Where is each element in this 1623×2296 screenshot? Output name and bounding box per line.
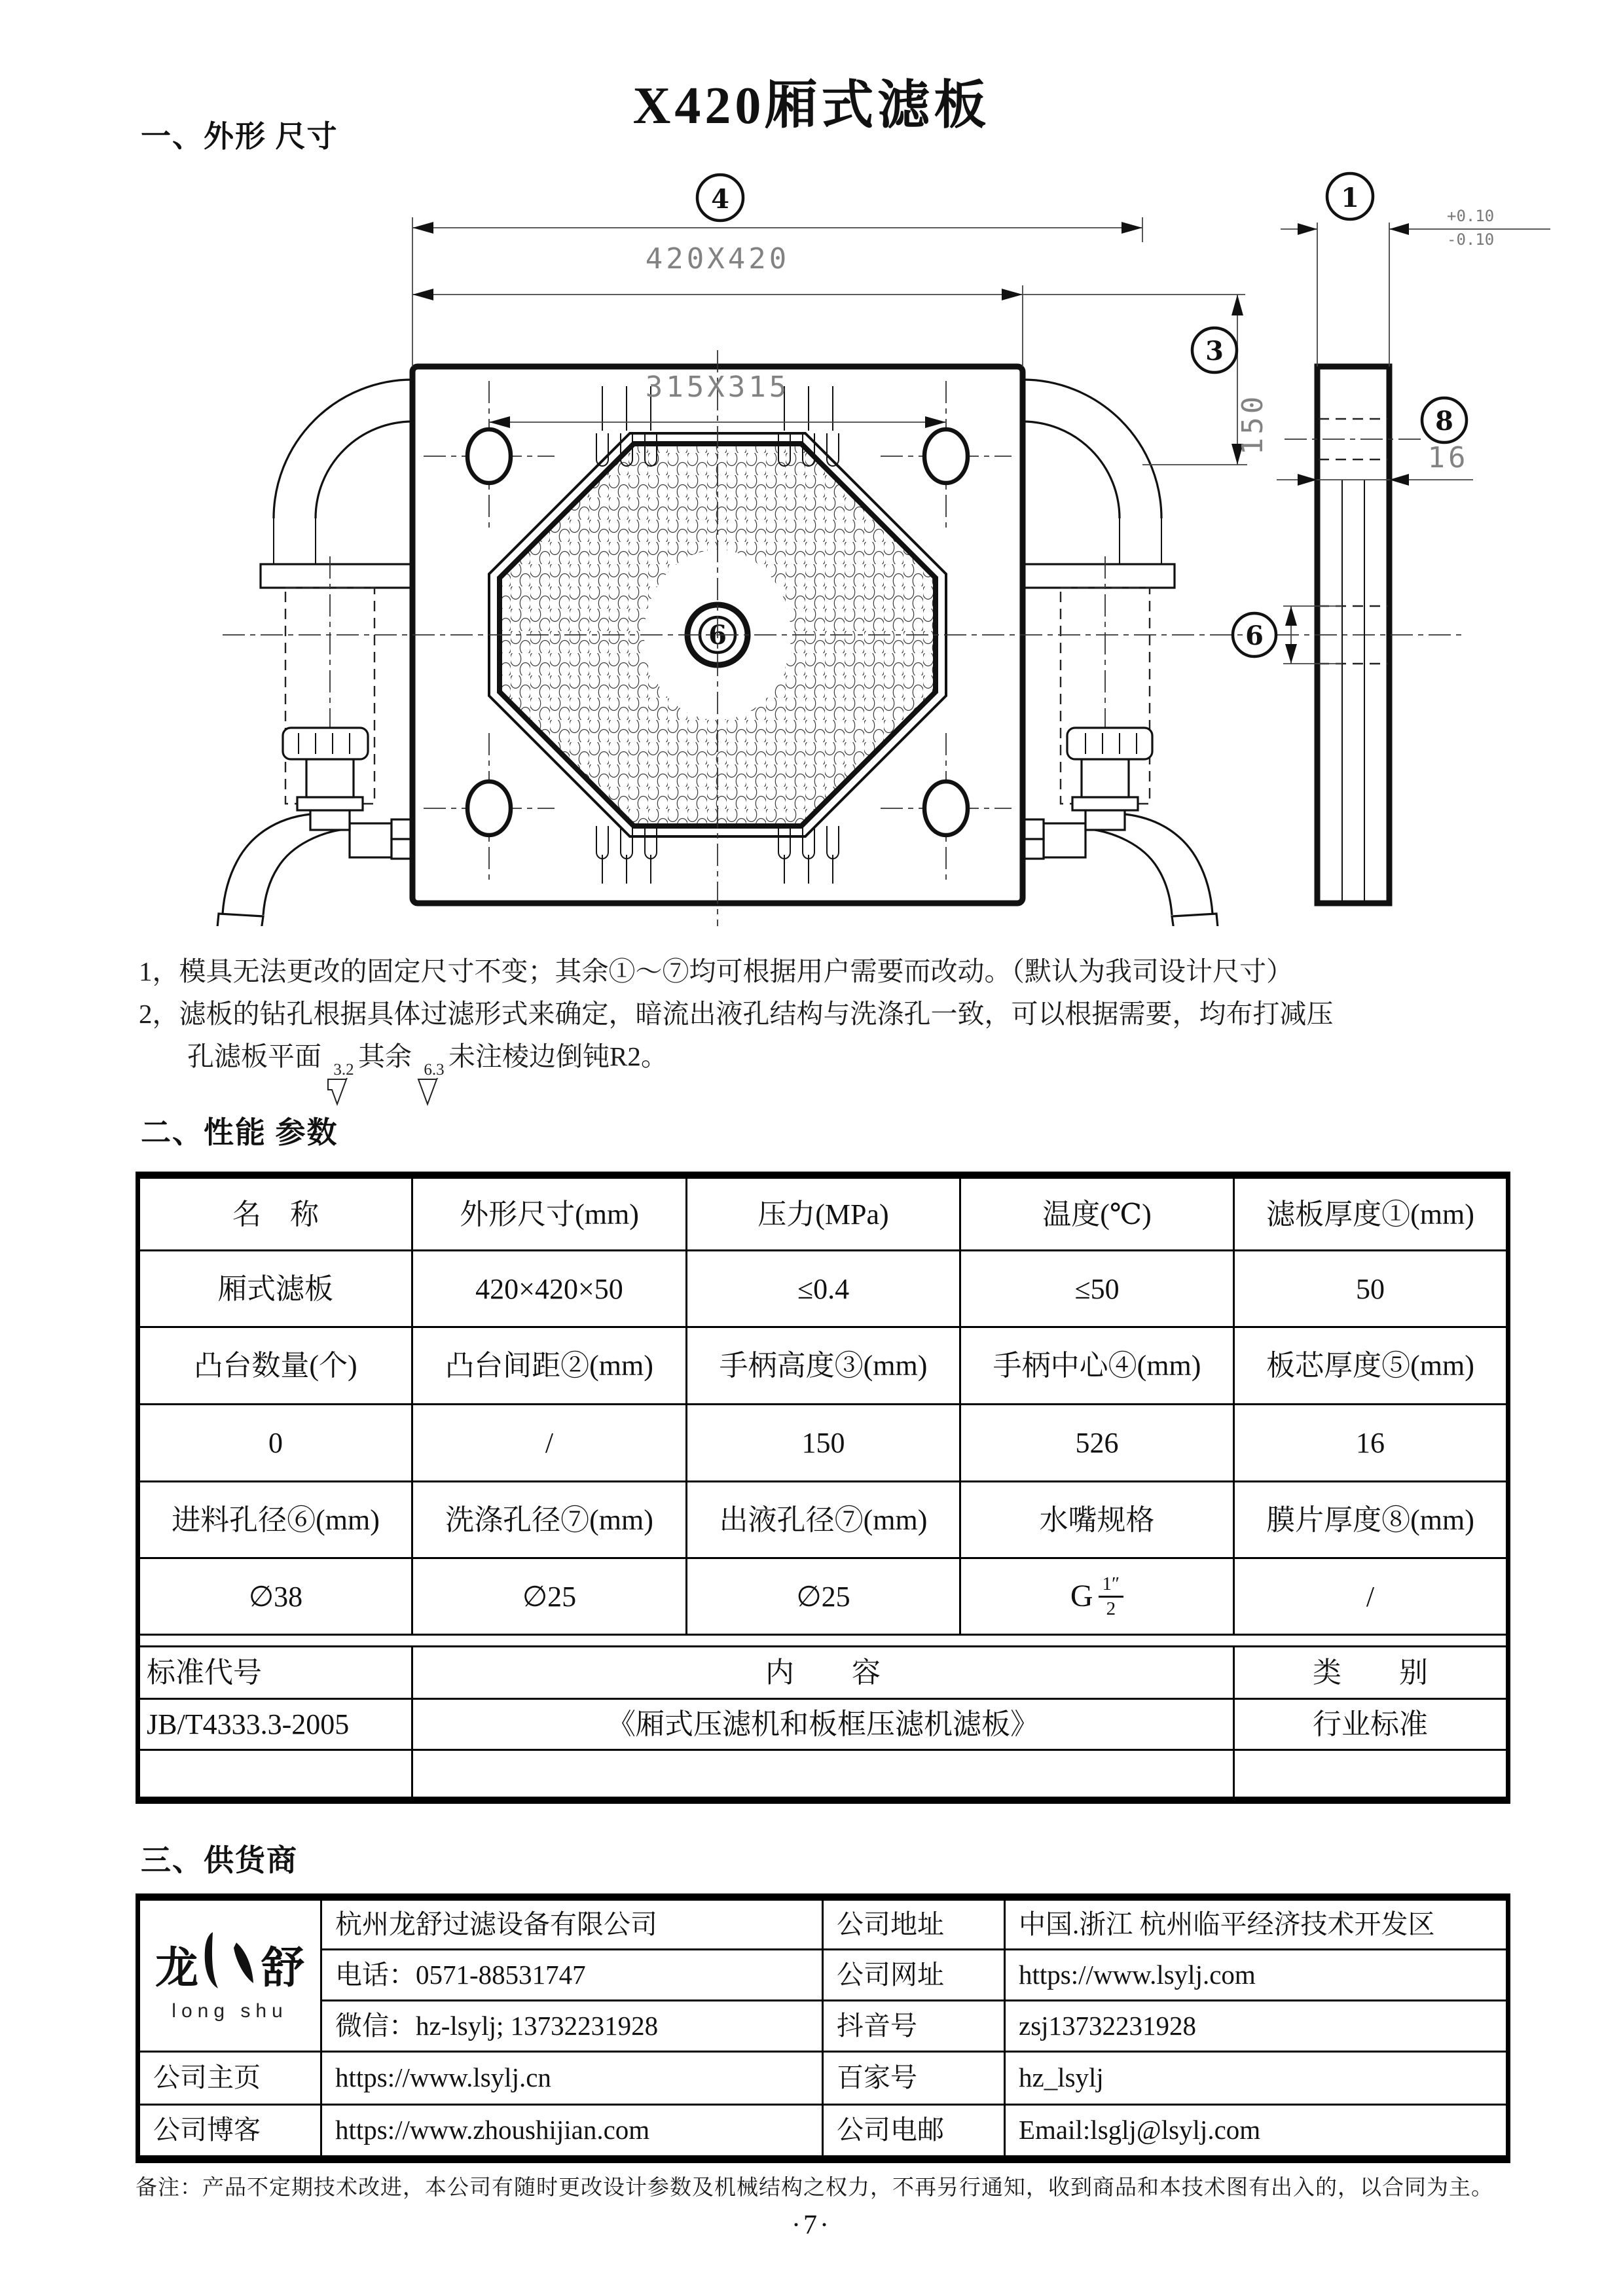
drawing-notes bbox=[139, 950, 1501, 1107]
homepage-cell: https://www.lsylj.cn bbox=[321, 2052, 823, 2105]
logo-swoosh-icon bbox=[198, 1928, 261, 1996]
tolerance-plus: +0.10 bbox=[1447, 207, 1495, 225]
std-header-cell: 内 容 bbox=[412, 1647, 1234, 1699]
header-cell: 凸台间距②(mm) bbox=[412, 1327, 687, 1405]
balloon-4: 4 bbox=[711, 184, 729, 215]
table-row bbox=[138, 1405, 1508, 1482]
table-row bbox=[138, 1482, 1508, 1558]
section-heading-supplier: 三、供货商 bbox=[141, 1844, 298, 1877]
note-line-1: 1，模具无法更改的固定尺寸不变；其余①～⑦均可根据用户需要而改动。（默认为我司设计尺寸） bbox=[139, 956, 1293, 986]
value-cell: 420×420×50 bbox=[412, 1251, 687, 1327]
empty-cell bbox=[1234, 1750, 1508, 1801]
value-cell: ≤50 bbox=[960, 1251, 1234, 1327]
table-row bbox=[138, 1327, 1508, 1405]
roughness-symbol-6-3: 6.3 bbox=[417, 1062, 443, 1107]
separator-row bbox=[138, 1635, 1508, 1647]
value-cell: 0 bbox=[138, 1405, 412, 1482]
value-cell: 16 bbox=[1234, 1405, 1508, 1482]
drain-faucet bbox=[216, 728, 414, 926]
blog-cell: https://www.zhoushijian.com bbox=[321, 2105, 823, 2159]
company-name: 杭州龙舒过滤设备有限公司 bbox=[321, 1897, 823, 1950]
value-cell: / bbox=[412, 1405, 687, 1482]
table-row bbox=[138, 1699, 1508, 1750]
value-cell: 150 bbox=[687, 1405, 960, 1482]
std-value-cell: JB/T4333.3-2005 bbox=[138, 1699, 412, 1750]
company-logo bbox=[140, 1928, 319, 2024]
value-cell: ≤0.4 bbox=[687, 1251, 960, 1327]
header-cell: 温度(℃) bbox=[960, 1175, 1234, 1251]
header-cell: 滤板厚度①(mm) bbox=[1234, 1175, 1508, 1251]
std-value-cell: 《厢式压滤机和板框压滤机滤板》 bbox=[412, 1699, 1234, 1750]
table-row bbox=[138, 1251, 1508, 1327]
label-cell: 公司网址 bbox=[823, 1950, 1005, 2001]
dim-315x315: 315X315 bbox=[645, 370, 790, 404]
header-cell: 出液孔径⑦(mm) bbox=[687, 1482, 960, 1558]
dim-16: 16 bbox=[1427, 441, 1469, 475]
dim-420x420: 420X420 bbox=[645, 242, 790, 276]
table-row bbox=[138, 1950, 1508, 2001]
header-cell: 压力(MPa) bbox=[687, 1175, 960, 1251]
header-cell: 手柄高度③(mm) bbox=[687, 1327, 960, 1405]
company-logo-cell bbox=[138, 1897, 321, 2052]
page-number: ·7· bbox=[792, 2210, 831, 2240]
value-cell: / bbox=[1234, 1558, 1508, 1635]
std-header-cell: 类 别 bbox=[1234, 1647, 1508, 1699]
label-cell: 百家号 bbox=[823, 2052, 1005, 2105]
value-cell: 50 bbox=[1234, 1251, 1508, 1327]
value-cell: ∅25 bbox=[687, 1558, 960, 1635]
page-title: X420厢式滤板 bbox=[632, 77, 991, 135]
empty-cell bbox=[412, 1750, 1234, 1801]
header-cell: 名 称 bbox=[138, 1175, 412, 1251]
header-cell: 外形尺寸(mm) bbox=[412, 1175, 687, 1251]
value-cell-nozzle: G $\frac{1''}{2}$ bbox=[960, 1558, 1234, 1635]
table-row bbox=[138, 2052, 1508, 2105]
section-heading-dimensions: 一、外形 尺寸 bbox=[141, 120, 338, 153]
table-row bbox=[138, 1175, 1508, 1251]
header-cell: 膜片厚度⑧(mm) bbox=[1234, 1482, 1508, 1558]
separator-cell bbox=[138, 1635, 1508, 1647]
std-header-cell: 标准代号 bbox=[138, 1647, 412, 1699]
logo-latin-text: long shu bbox=[172, 2000, 288, 2022]
email-cell: Email:lsglj@lsylj.com bbox=[1005, 2105, 1508, 2159]
douyin-cell: zsj13732231928 bbox=[1005, 2001, 1508, 2052]
balloon-8: 8 bbox=[1435, 406, 1453, 437]
roughness-symbol-3-2: 3.2 bbox=[327, 1062, 353, 1107]
empty-cell bbox=[138, 1750, 412, 1801]
std-value-cell: 行业标准 bbox=[1234, 1699, 1508, 1750]
header-cell: 洗涤孔径⑦(mm) bbox=[412, 1482, 687, 1558]
logo-char-shu: 舒 bbox=[261, 1945, 304, 1993]
header-cell: 凸台数量(个) bbox=[138, 1327, 412, 1405]
table-row bbox=[138, 2105, 1508, 2159]
table-row bbox=[138, 1897, 1508, 1950]
note-line-2: 2，滤板的钻孔根据具体过滤形式来确定，暗流出液孔结构与洗涤孔一致，可以根据需要，均布打减压 bbox=[139, 998, 1334, 1029]
header-cell: 板芯厚度⑤(mm) bbox=[1234, 1327, 1508, 1405]
value-cell: 中国.浙江 杭州临平经济技术开发区 bbox=[1005, 1897, 1508, 1950]
label-cell: 抖音号 bbox=[823, 2001, 1005, 2052]
baijia-cell: hz_lsylj bbox=[1005, 2052, 1508, 2105]
dim-150: 150 bbox=[1236, 393, 1269, 456]
value-cell: 厢式滤板 bbox=[138, 1251, 412, 1327]
note-line-3: 孔滤板平面 3.2 其余 6.3 未注棱边倒钝R2。 bbox=[139, 1035, 1501, 1107]
header-cell: 水嘴规格 bbox=[960, 1482, 1234, 1558]
section-heading-parameters: 二、性能 参数 bbox=[141, 1116, 338, 1149]
tolerance-minus: -0.10 bbox=[1447, 230, 1495, 249]
table-row bbox=[138, 1558, 1508, 1635]
balloon-6-center: 6 bbox=[708, 620, 727, 651]
phone-cell: 电话：0571-88531747 bbox=[321, 1950, 823, 2001]
balloon-6-side: 6 bbox=[1245, 620, 1264, 651]
front-view bbox=[216, 350, 1250, 926]
header-cell: 手柄中心④(mm) bbox=[960, 1327, 1234, 1405]
balloon-3: 3 bbox=[1205, 336, 1224, 367]
empty-row bbox=[138, 1750, 1508, 1801]
label-cell: 公司主页 bbox=[138, 2052, 321, 2105]
label-cell: 公司地址 bbox=[823, 1897, 1005, 1950]
supplier-table bbox=[136, 1893, 1510, 2163]
value-cell: 526 bbox=[960, 1405, 1234, 1482]
label-cell: 公司博客 bbox=[138, 2105, 321, 2159]
label-cell: 公司电邮 bbox=[823, 2105, 1005, 2159]
wechat-cell: 微信：hz-lsylj; 13732231928 bbox=[321, 2001, 823, 2052]
value-cell: ∅25 bbox=[412, 1558, 687, 1635]
value-cell: ∅38 bbox=[138, 1558, 412, 1635]
website-cell: https://www.lsylj.com bbox=[1005, 1950, 1508, 2001]
technical-drawing bbox=[0, 164, 1623, 926]
balloon-1: 1 bbox=[1341, 183, 1359, 213]
performance-table bbox=[136, 1172, 1510, 1804]
footer-note: 备注：产品不定期技术改进，本公司有随时更改设计参数及机械结构之权力，不再另行通知，收到商品和本技术图有出入的，以合同为主。 bbox=[136, 2176, 1493, 2200]
table-row bbox=[138, 2001, 1508, 2052]
logo-char-long: 龙 bbox=[155, 1945, 198, 1993]
table-row bbox=[138, 1647, 1508, 1699]
header-cell: 进料孔径⑥(mm) bbox=[138, 1482, 412, 1558]
